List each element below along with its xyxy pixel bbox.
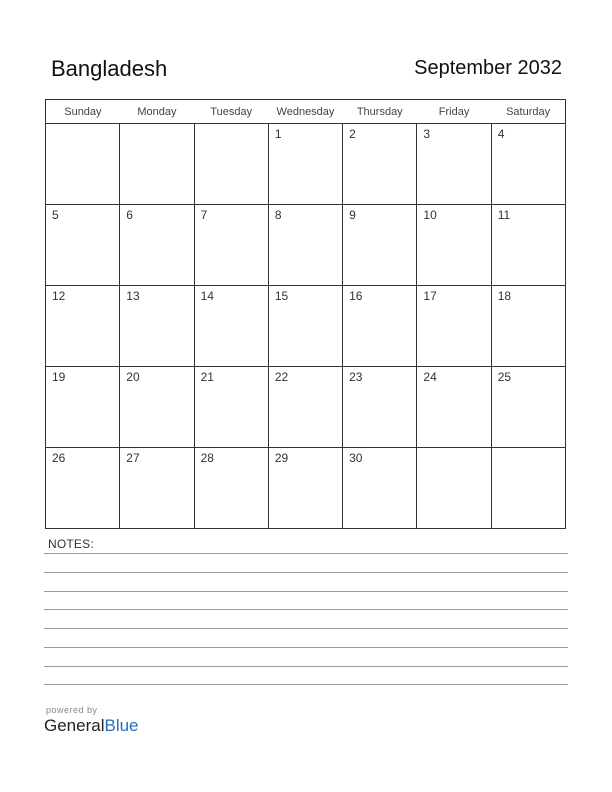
day-cell: 20 bbox=[120, 367, 194, 448]
day-cell: 3 bbox=[417, 124, 491, 205]
day-cell: 18 bbox=[491, 286, 565, 367]
country-title: Bangladesh bbox=[51, 56, 168, 81]
note-line bbox=[44, 609, 568, 610]
day-cell bbox=[120, 124, 194, 205]
note-line bbox=[44, 553, 568, 554]
note-line bbox=[44, 628, 568, 629]
day-cell: 2 bbox=[343, 124, 417, 205]
note-line bbox=[44, 572, 568, 573]
day-cell bbox=[194, 124, 268, 205]
day-cell: 1 bbox=[268, 124, 342, 205]
day-cell: 15 bbox=[268, 286, 342, 367]
day-cell bbox=[46, 124, 120, 205]
logo-blue: Blue bbox=[104, 716, 139, 735]
note-line bbox=[44, 666, 568, 667]
weekday-friday: Friday bbox=[417, 100, 491, 124]
day-cell: 23 bbox=[343, 367, 417, 448]
weekday-saturday: Saturday bbox=[491, 100, 565, 124]
week-row bbox=[46, 367, 566, 448]
day-cell: 4 bbox=[491, 124, 565, 205]
note-line bbox=[44, 684, 568, 685]
note-line bbox=[44, 591, 568, 592]
day-cell: 27 bbox=[120, 448, 194, 529]
weekday-wednesday: Wednesday bbox=[268, 100, 342, 124]
day-cell: 21 bbox=[194, 367, 268, 448]
weekday-thursday: Thursday bbox=[343, 100, 417, 124]
day-cell: 9 bbox=[343, 205, 417, 286]
weekday-header-row bbox=[46, 100, 566, 124]
weekday-tuesday: Tuesday bbox=[194, 100, 268, 124]
day-cell: 11 bbox=[491, 205, 565, 286]
day-cell: 13 bbox=[120, 286, 194, 367]
day-cell bbox=[491, 448, 565, 529]
week-row bbox=[46, 448, 566, 529]
note-line bbox=[44, 647, 568, 648]
logo-general: General bbox=[44, 716, 105, 735]
week-row bbox=[46, 124, 566, 205]
notes-label: NOTES: bbox=[48, 537, 94, 551]
calendar-grid bbox=[45, 99, 566, 529]
day-cell: 22 bbox=[268, 367, 342, 448]
weekday-monday: Monday bbox=[120, 100, 194, 124]
day-cell: 28 bbox=[194, 448, 268, 529]
day-cell: 17 bbox=[417, 286, 491, 367]
day-cell: 6 bbox=[120, 205, 194, 286]
weekday-sunday: Sunday bbox=[46, 100, 120, 124]
day-cell: 19 bbox=[46, 367, 120, 448]
day-cell: 26 bbox=[46, 448, 120, 529]
week-row bbox=[46, 205, 566, 286]
day-cell: 10 bbox=[417, 205, 491, 286]
generalblue-logo bbox=[44, 716, 139, 736]
day-cell: 8 bbox=[268, 205, 342, 286]
day-cell: 16 bbox=[343, 286, 417, 367]
week-row bbox=[46, 286, 566, 367]
day-cell: 7 bbox=[194, 205, 268, 286]
day-cell: 5 bbox=[46, 205, 120, 286]
month-year-title: September 2032 bbox=[414, 57, 562, 79]
powered-by-text: powered by bbox=[46, 705, 98, 715]
day-cell: 29 bbox=[268, 448, 342, 529]
day-cell: 24 bbox=[417, 367, 491, 448]
day-cell bbox=[417, 448, 491, 529]
day-cell: 12 bbox=[46, 286, 120, 367]
day-cell: 25 bbox=[491, 367, 565, 448]
day-cell: 14 bbox=[194, 286, 268, 367]
day-cell: 30 bbox=[343, 448, 417, 529]
